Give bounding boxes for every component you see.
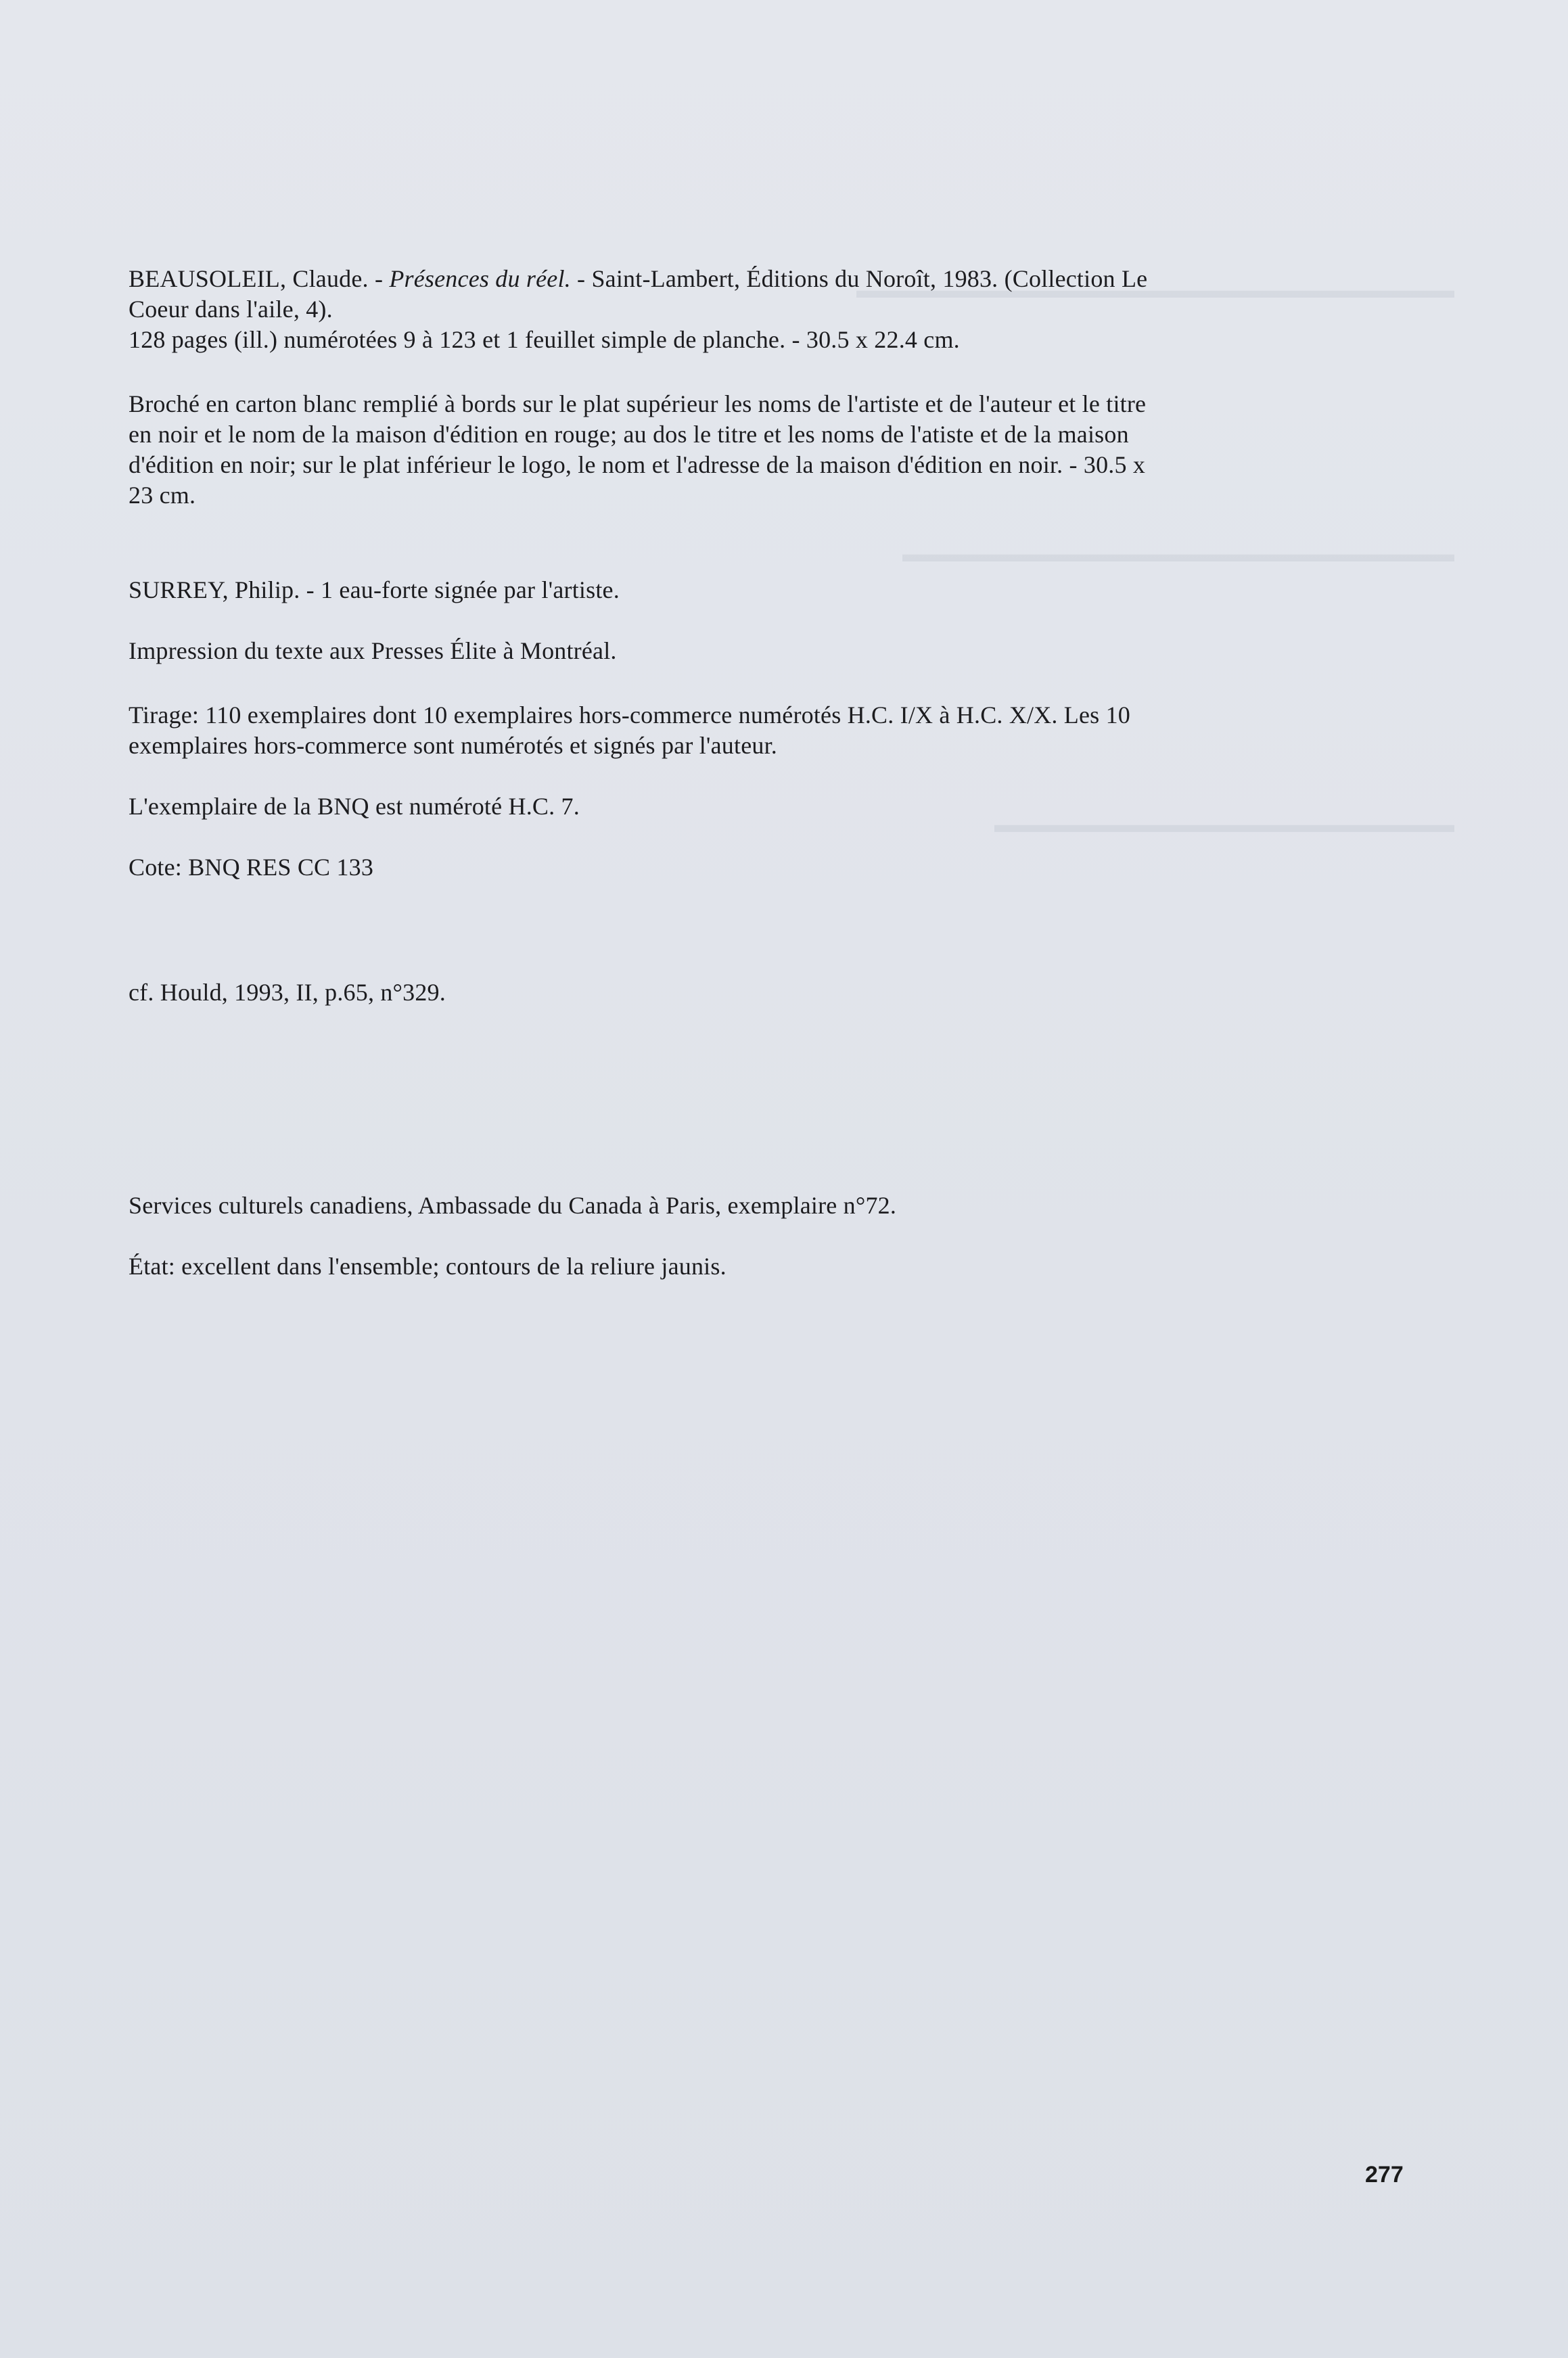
binding-line: 23 cm. bbox=[129, 482, 196, 509]
bnq-copy-line: L'exemplaire de la BNQ est numéroté H.C. 7. bbox=[129, 793, 580, 820]
bleed-through-text: ▬▬▬▬▬▬▬▬▬▬▬▬▬▬▬▬▬▬▬▬▬▬▬▬▬▬ bbox=[856, 277, 1454, 303]
bleed-through-text: ▬▬▬▬▬▬▬▬▬▬▬▬▬▬▬▬▬▬▬▬▬▬▬▬ bbox=[902, 541, 1454, 567]
edition-line: Tirage: 110 exemplaires dont 10 exemplaires hors-commerce numérotés H.C. I/X à H.C. X/X. Les 10 bbox=[129, 701, 1130, 729]
binding-description bbox=[129, 389, 1346, 511]
printing-line: Impression du texte aux Presses Élite à Montréal. bbox=[129, 637, 617, 664]
pagination: 128 pages (ill.) numérotées 9 à 123 et 1 feuillet simple de planche. - 30.5 x 22.4 cm. bbox=[129, 326, 960, 353]
edition-line: exemplaires hors-commerce sont numérotés et signés par l'auteur. bbox=[129, 732, 777, 759]
call-number: Cote: BNQ RES CC 133 bbox=[129, 854, 374, 881]
publisher: - Saint-Lambert, Éditions du Noroît, 1983. (Collection Le bbox=[570, 265, 1148, 292]
artist-line: SURREY, Philip. - 1 eau-forte signée par l'artiste. bbox=[129, 576, 620, 603]
binding-line: en noir et le nom de la maison d'édition en rouge; au dos le titre et les noms de l'atiste et de la maison bbox=[129, 421, 1129, 448]
bleed-through-text: ▬▬▬▬▬▬▬▬▬▬▬▬▬▬▬▬▬▬▬▬ bbox=[994, 812, 1454, 837]
provenance: Services culturels canadiens, Ambassade du Canada à Paris, exemplaire n°72. bbox=[129, 1192, 897, 1219]
binding-line: Broché en carton blanc remplié à bords sur le plat supérieur les noms de l'artiste et de l'auteur et le titre bbox=[129, 390, 1147, 417]
page-number: 277 bbox=[1365, 2162, 1404, 2188]
citation-line-2: Coeur dans l'aile, 4). bbox=[129, 296, 333, 323]
reference: cf. Hould, 1993, II, p.65, n°329. bbox=[129, 979, 446, 1006]
book-title: Présences du réel. bbox=[389, 265, 571, 292]
citation bbox=[129, 264, 1346, 355]
binding-line: d'édition en noir; sur le plat inférieur le logo, le nom et l'adresse de la maison d'édition en noir. - 30.5 x bbox=[129, 451, 1146, 478]
edition-statement bbox=[129, 700, 1346, 761]
condition: État: excellent dans l'ensemble; contours de la reliure jaunis. bbox=[129, 1253, 727, 1280]
citation-line-1 bbox=[129, 264, 1346, 294]
author: BEAUSOLEIL, Claude. - bbox=[129, 265, 390, 292]
